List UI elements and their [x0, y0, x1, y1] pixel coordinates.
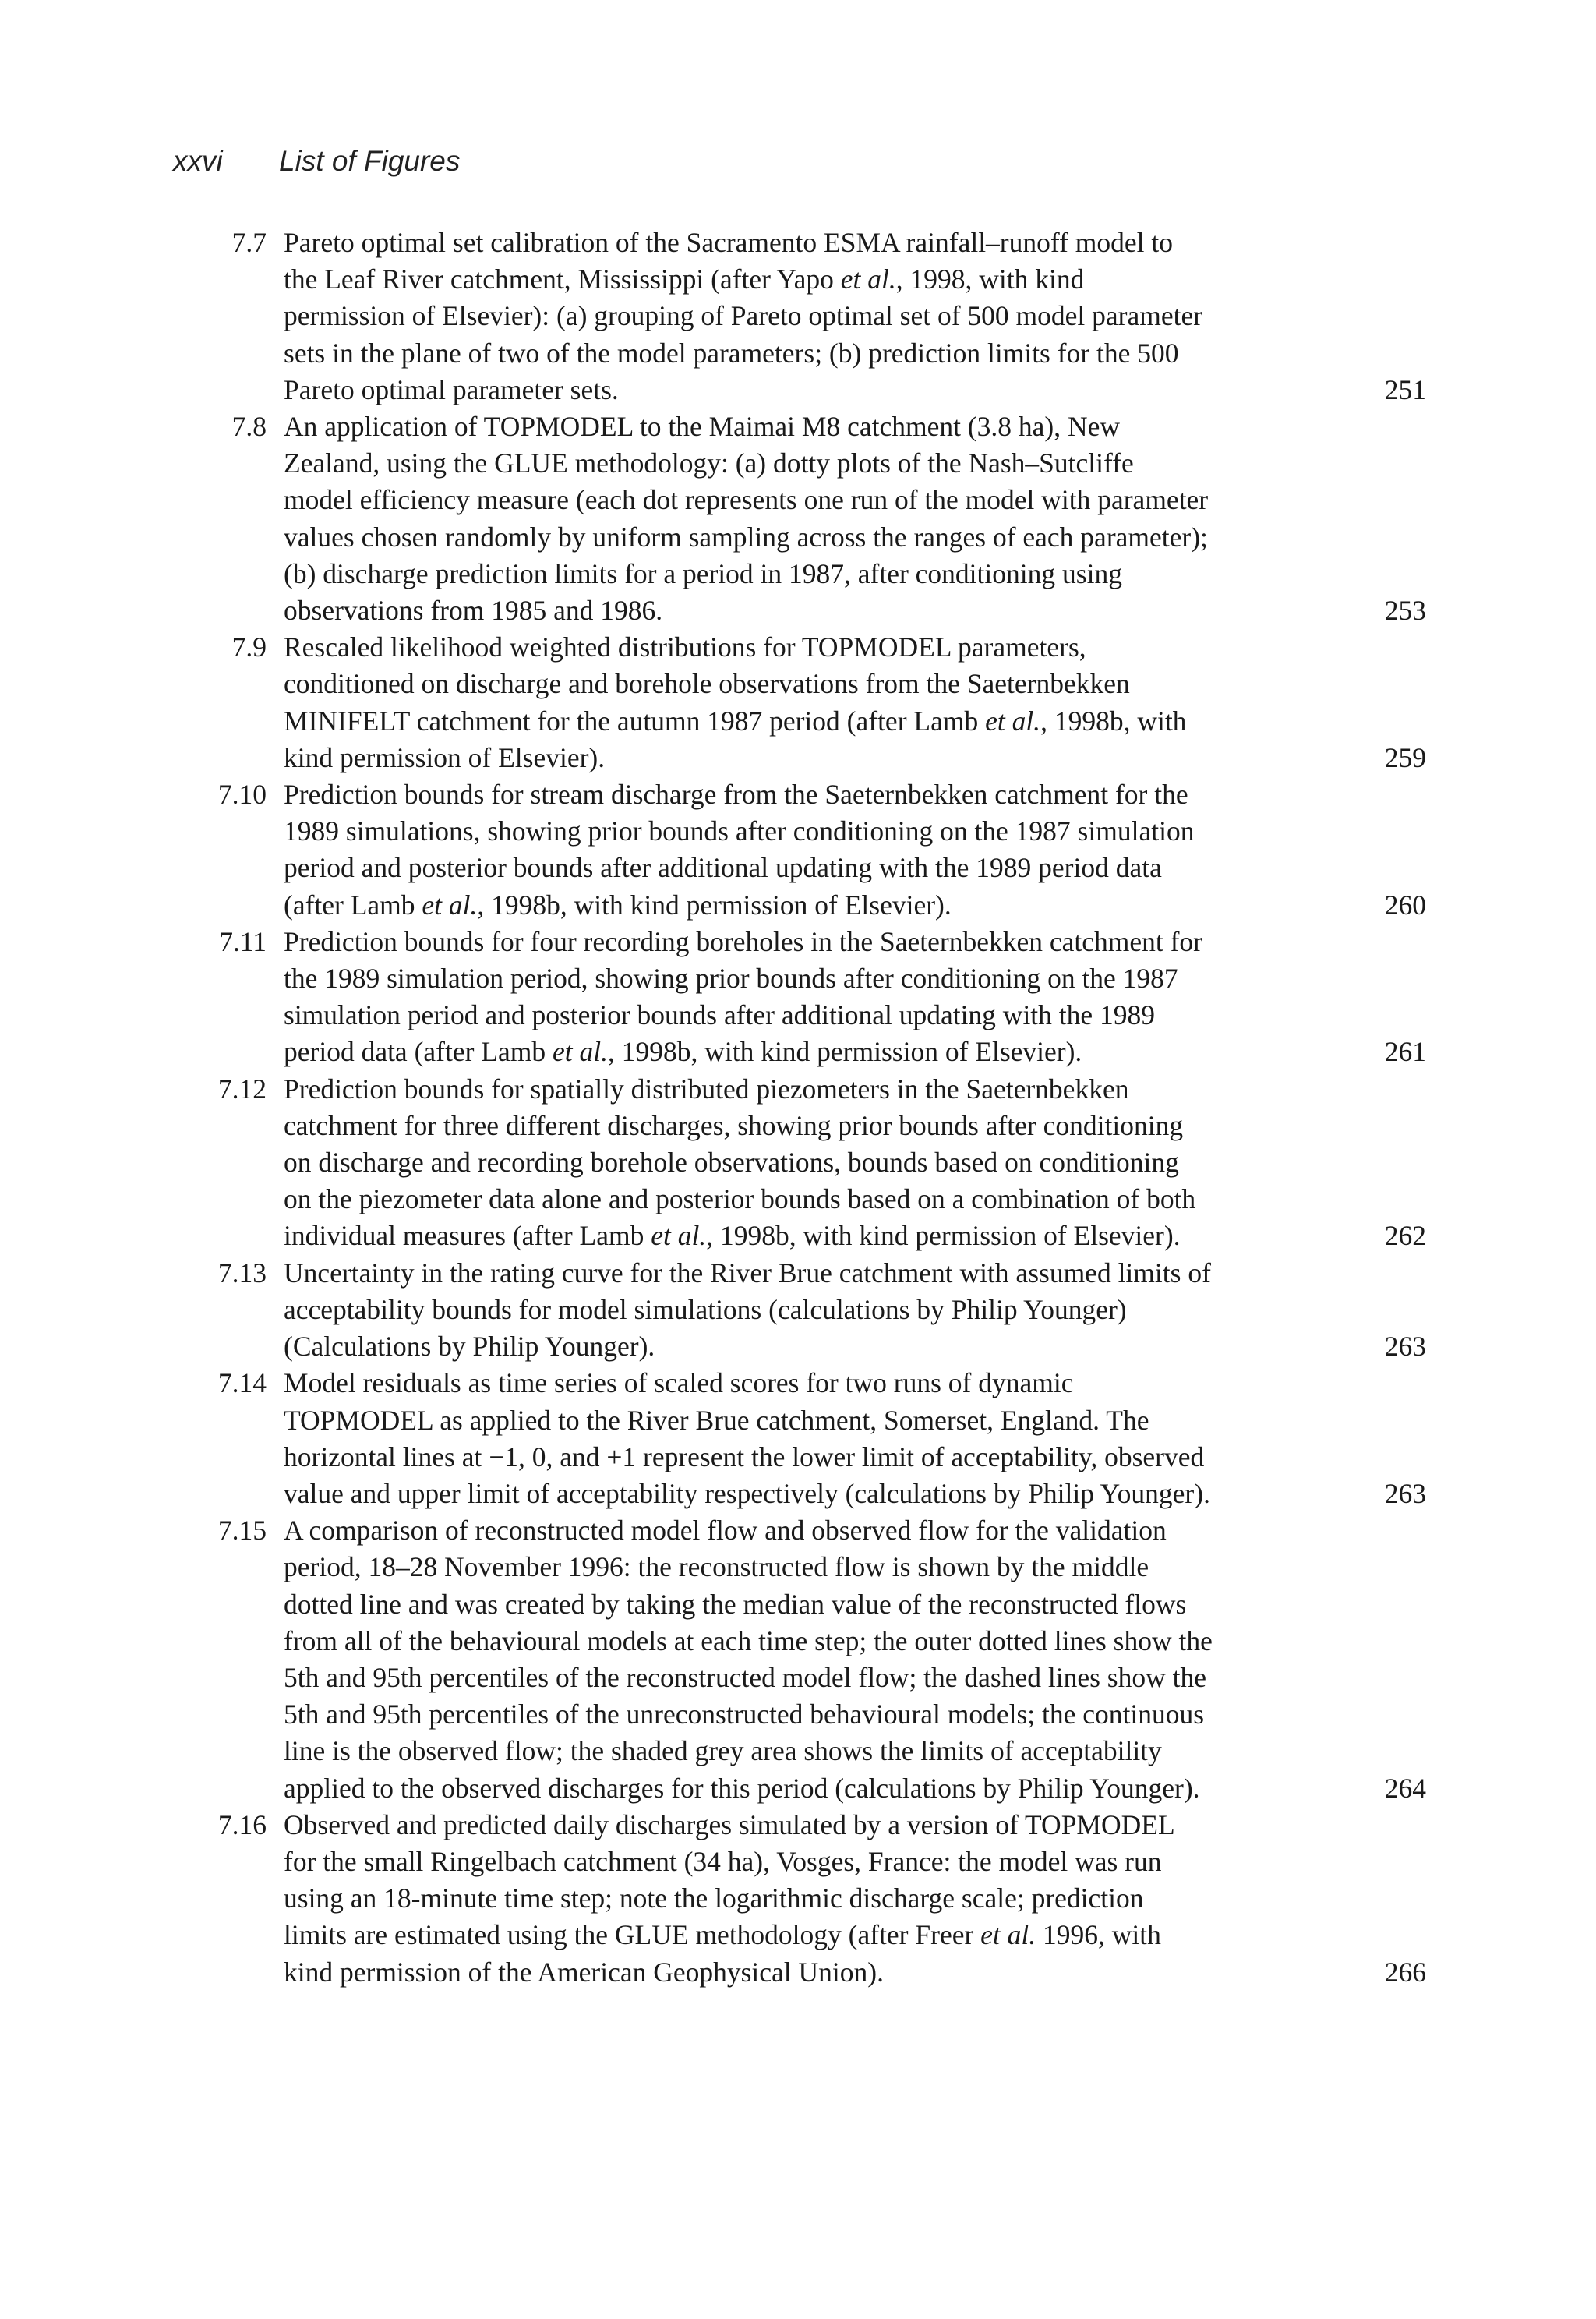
caption-line: [284, 1512, 1289, 1549]
caption-line: [284, 1880, 1289, 1917]
caption-line: [284, 1292, 1289, 1328]
caption-line: [284, 1365, 1289, 1402]
running-head: [173, 145, 460, 178]
caption-text: period and posterior bounds after additional updating with the 1989 period data: [284, 852, 1162, 884]
caption-line: [284, 1660, 1289, 1696]
figure-number: 7.7: [231, 227, 267, 258]
caption-text: using an 18-minute time step; note the logarithmic discharge scale; prediction: [284, 1882, 1144, 1914]
caption-italic-text: et al.: [422, 889, 478, 921]
caption-text: , 1998b, with kind permission of Elsevier).: [706, 1220, 1181, 1252]
figure-entry: [187, 224, 1426, 408]
figure-entry: [187, 408, 1426, 629]
caption-text: permission of Elsevier): (a) grouping of Pareto optimal set of 500 model parameter: [284, 300, 1203, 332]
figure-caption: [284, 224, 1289, 408]
caption-text: value and upper limit of acceptability respectively (calculations by Philip Younger).: [284, 1477, 1210, 1509]
caption-line: [284, 1733, 1289, 1769]
figure-caption: [284, 1365, 1289, 1512]
caption-line: [284, 556, 1289, 592]
figure-number: 7.10: [217, 779, 267, 811]
caption-text: (b) discharge prediction limits for a period in 1987, after conditioning using: [284, 557, 1122, 589]
caption-line: [284, 887, 1289, 924]
caption-line: [284, 1623, 1289, 1660]
caption-text: period, 18–28 November 1996: the reconstructed flow is shown by the middle: [284, 1551, 1149, 1583]
page-number: 253: [1384, 595, 1426, 627]
caption-text: A comparison of reconstructed model flow and observed flow for the validation: [284, 1515, 1167, 1547]
caption-line: [284, 1071, 1289, 1108]
caption-text: horizontal lines at −1, 0, and +1 represent the lower limit of acceptability, observed: [284, 1441, 1205, 1472]
page-number: 260: [1384, 889, 1426, 921]
caption-text: conditioned on discharge and borehole observations from the Saeternbekken: [284, 668, 1130, 700]
figure-number: 7.11: [219, 925, 267, 957]
caption-line: [284, 1476, 1289, 1512]
caption-text: for the small Ringelbach catchment (34 ha), Vosges, France: the model was run: [284, 1845, 1162, 1877]
caption-text: dotted line and was created by taking the median value of the reconstructed flows: [284, 1588, 1187, 1620]
caption-text: An application of TOPMODEL to the Maimai M8 catchment (3.8 ha), New: [284, 411, 1120, 443]
caption-line: [284, 629, 1289, 666]
figure-number: 7.13: [217, 1257, 267, 1289]
caption-line: [284, 592, 1289, 629]
caption-line: [284, 703, 1289, 740]
section-title: List of Figures: [279, 145, 461, 177]
caption-text: Rescaled likelihood weighted distributions for TOPMODEL parameters,: [284, 631, 1086, 663]
caption-text: , 1998b, with kind permission of Elsevier).: [477, 889, 952, 921]
caption-line: [284, 1844, 1289, 1880]
caption-text: on the piezometer data alone and posterior bounds based on a combination of both: [284, 1183, 1196, 1215]
caption-text: on discharge and recording borehole observations, bounds based on conditioning: [284, 1147, 1179, 1179]
caption-text: 5th and 95th percentiles of the reconstructed model flow; the dashed lines show the: [284, 1661, 1206, 1693]
caption-text: applied to the observed discharges for this period (calculations by Philip Younger).: [284, 1772, 1200, 1804]
caption-italic-text: et al.: [552, 1036, 608, 1068]
figure-entry: [187, 1807, 1426, 1991]
caption-line: [284, 408, 1289, 445]
caption-line: [284, 1549, 1289, 1585]
caption-text: sets in the plane of two of the model parameters; (b) prediction limits for the 500: [284, 337, 1179, 369]
caption-text: simulation period and posterior bounds after additional updating with the 1989: [284, 999, 1156, 1031]
caption-text: line is the observed flow; the shaded grey area shows the limits of acceptability: [284, 1735, 1162, 1767]
caption-text: the 1989 simulation period, showing prior bounds after conditioning on the 1987: [284, 963, 1178, 995]
caption-text: Uncertainty in the rating curve for the River Brue catchment with assumed limits of: [284, 1257, 1211, 1289]
caption-text: , 1998b, with kind permission of Elsevier).: [607, 1036, 1082, 1068]
caption-text: Zealand, using the GLUE methodology: (a) dotty plots of the Nash–Sutcliffe: [284, 447, 1134, 479]
figure-entry: [187, 924, 1426, 1071]
caption-line: [284, 1770, 1289, 1807]
caption-text: MINIFELT catchment for the autumn 1987 period (after Lamb: [284, 705, 986, 737]
caption-line: [284, 482, 1289, 518]
figure-number: 7.15: [217, 1515, 267, 1547]
caption-line: [284, 1181, 1289, 1218]
caption-text: kind permission of the American Geophysical Union).: [284, 1956, 884, 1988]
figure-caption: [284, 924, 1289, 1071]
figure-caption: [284, 776, 1289, 924]
figure-caption: [284, 1512, 1289, 1807]
caption-text: the Leaf River catchment, Mississippi (after Yapo: [284, 263, 841, 295]
caption-text: Prediction bounds for four recording boreholes in the Saeternbekken catchment for: [284, 925, 1203, 957]
caption-text: Prediction bounds for stream discharge from the Saeternbekken catchment for the: [284, 779, 1188, 811]
figure-caption: [284, 1807, 1289, 1991]
figure-entry: [187, 1255, 1426, 1366]
figure-number: 7.8: [231, 411, 267, 443]
caption-text: period data (after Lamb: [284, 1036, 553, 1068]
page-folio: xxvi: [173, 145, 223, 177]
caption-line: [284, 298, 1289, 334]
figure-entry: [187, 1512, 1426, 1807]
figure-number: 7.12: [217, 1073, 267, 1105]
figure-entry: [187, 776, 1426, 924]
caption-text: Prediction bounds for spatially distributed piezometers in the Saeternbekken: [284, 1073, 1129, 1105]
caption-line: [284, 1144, 1289, 1181]
caption-text: Observed and predicted daily discharges simulated by a version of TOPMODEL: [284, 1808, 1175, 1840]
caption-text: catchment for three different discharges, showing prior bounds after conditioning: [284, 1109, 1184, 1141]
figure-list: [187, 224, 1426, 1991]
caption-line: [284, 445, 1289, 482]
figure-entry: [187, 1071, 1426, 1255]
caption-text: Pareto optimal parameter sets.: [284, 373, 619, 405]
caption-line: [284, 924, 1289, 960]
caption-line: [284, 740, 1289, 776]
caption-italic-text: et al.: [980, 1919, 1036, 1951]
caption-line: [284, 813, 1289, 850]
page-number: 263: [1384, 1477, 1426, 1509]
caption-text: , 1998b, with: [1040, 705, 1187, 737]
caption-line: [284, 776, 1289, 813]
figure-entry: [187, 629, 1426, 776]
caption-line: [284, 1696, 1289, 1733]
page-number: 262: [1384, 1220, 1426, 1252]
caption-text: Pareto optimal set calibration of the Sacramento ESMA rainfall–runoff model to: [284, 227, 1173, 258]
caption-line: [284, 1586, 1289, 1623]
caption-text: 1989 simulations, showing prior bounds after conditioning on the 1987 simulation: [284, 815, 1195, 847]
caption-text: limits are estimated using the GLUE methodology (after Freer: [284, 1919, 981, 1951]
figure-number: 7.9: [231, 631, 267, 663]
caption-line: [284, 1402, 1289, 1439]
caption-line: [284, 372, 1289, 408]
page-number: 263: [1384, 1331, 1426, 1363]
caption-text: TOPMODEL as applied to the River Brue catchment, Somerset, England. The: [284, 1404, 1149, 1436]
caption-italic-text: et al.: [840, 263, 896, 295]
caption-text: kind permission of Elsevier).: [284, 741, 606, 773]
figure-caption: [284, 629, 1289, 776]
caption-line: [284, 335, 1289, 372]
caption-text: 1996, with: [1036, 1919, 1161, 1951]
caption-text: 5th and 95th percentiles of the unreconstructed behavioural models; the continuous: [284, 1699, 1205, 1730]
page-number: 259: [1384, 741, 1426, 773]
caption-text: (after Lamb: [284, 889, 422, 921]
caption-line: [284, 1328, 1289, 1365]
caption-line: [284, 666, 1289, 702]
caption-line: [284, 1807, 1289, 1844]
page-number: 251: [1384, 373, 1426, 405]
figure-number: 7.16: [217, 1808, 267, 1840]
caption-line: [284, 1255, 1289, 1292]
caption-text: from all of the behavioural models at each time step; the outer dotted lines show the: [284, 1624, 1213, 1656]
caption-line: [284, 1108, 1289, 1144]
caption-text: Model residuals as time series of scaled scores for two runs of dynamic: [284, 1367, 1074, 1399]
caption-text: (Calculations by Philip Younger).: [284, 1331, 655, 1363]
caption-line: [284, 997, 1289, 1034]
caption-line: [284, 1034, 1289, 1070]
caption-line: [284, 850, 1289, 886]
caption-text: , 1998, with kind: [895, 263, 1085, 295]
page-number: 266: [1384, 1956, 1426, 1988]
page-number: 264: [1384, 1772, 1426, 1804]
caption-text: acceptability bounds for model simulations (calculations by Philip Younger): [284, 1293, 1127, 1325]
caption-text: individual measures (after Lamb: [284, 1220, 651, 1252]
figure-caption: [284, 1071, 1289, 1255]
caption-line: [284, 261, 1289, 298]
caption-line: [284, 1218, 1289, 1254]
caption-line: [284, 519, 1289, 556]
caption-line: [284, 960, 1289, 997]
caption-text: values chosen randomly by uniform sampling across the ranges of each parameter);: [284, 521, 1208, 553]
figure-entry: [187, 1365, 1426, 1512]
caption-line: [284, 1954, 1289, 1991]
figure-number: 7.14: [217, 1367, 267, 1399]
caption-italic-text: et al.: [985, 705, 1041, 737]
caption-text: model efficiency measure (each dot represents one run of the model with parameter: [284, 484, 1209, 516]
page-number: 261: [1384, 1036, 1426, 1068]
caption-line: [284, 1439, 1289, 1476]
caption-line: [284, 224, 1289, 261]
caption-line: [284, 1917, 1289, 1953]
caption-text: observations from 1985 and 1986.: [284, 595, 663, 627]
figure-caption: [284, 408, 1289, 629]
caption-italic-text: et al.: [651, 1220, 707, 1252]
figure-caption: [284, 1255, 1289, 1366]
